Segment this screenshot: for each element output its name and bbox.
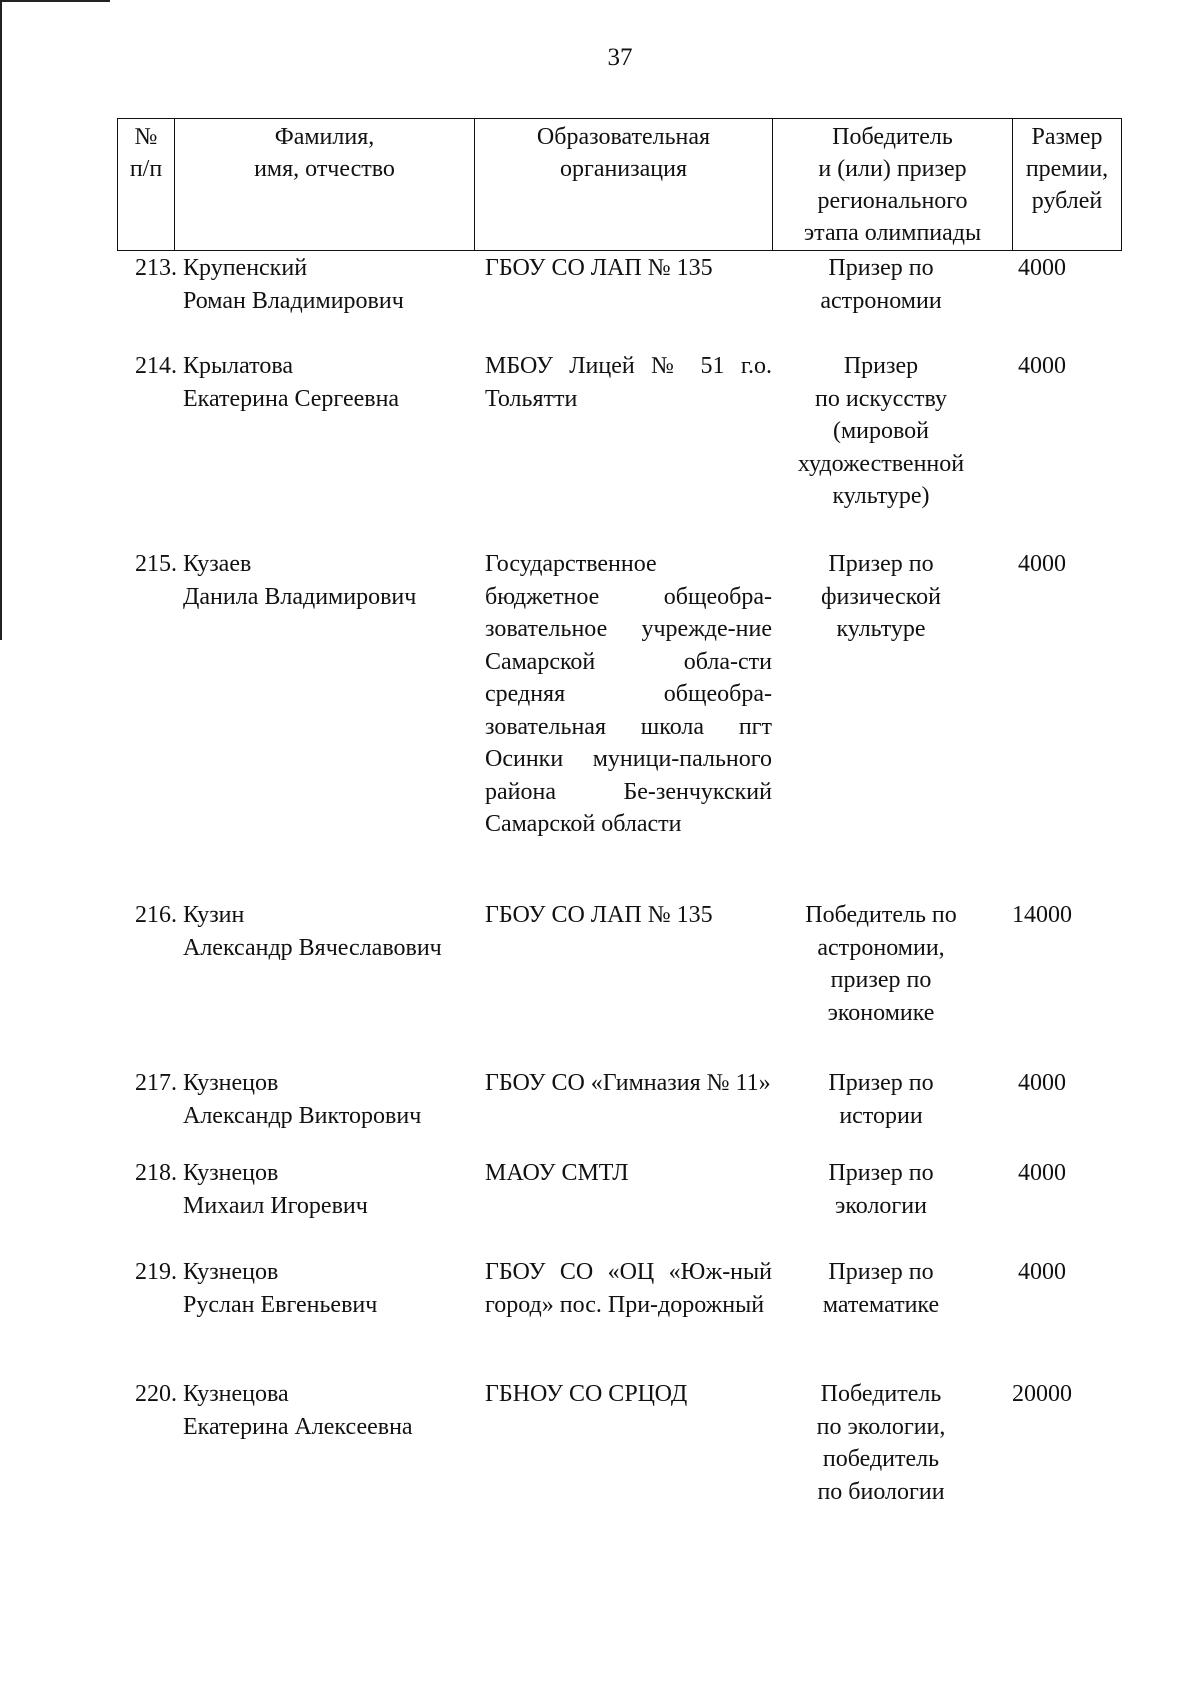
row-organization: ГБОУ СО «ОЦ «Юж-ный город» пос. При-дорожный [485,1259,772,1318]
header-name: Фамилия, имя, отчество [175,119,475,251]
row-name: Кузнецов Руслан Евгеньевич [183,1259,378,1318]
table-row [117,548,1121,858]
header-num: № п/п [118,119,175,251]
row-prize: 4000 [1018,1259,1066,1285]
scan-edge-line [0,0,110,2]
row-result: Призер по искусству (мировой художественной культуре) [797,353,965,509]
row-organization: МБОУ Лицей № 51 г.о. Тольятти [485,353,772,412]
table-header [117,118,1122,251]
row-result: Призер по физической культуре [821,551,941,642]
row-prize: 20000 [1012,1381,1072,1407]
row-number: 220. [135,1381,177,1407]
row-name: Крупенский Роман Владимирович [183,255,404,314]
row-prize: 4000 [1018,1160,1066,1186]
scan-edge-line-left [0,0,2,640]
row-organization: Государственное бюджетное общеобра-зовательное учрежде-ние Самарской обла-сти средняя общеобра-зовательная школа пгт Осинки муници-пального района Бе-зенчукский Самарской области [485,551,772,837]
row-prize: 4000 [1018,1070,1066,1096]
row-name: Кузаев Данила Владимирович [183,551,417,610]
row-number: 219. [135,1259,177,1285]
table-row [117,899,1121,1039]
row-number: 218. [135,1160,177,1186]
table-row [117,1067,1121,1137]
row-name: Кузнецова Екатерина Алексеевна [183,1381,413,1440]
row-result: Призер по астрономии [820,255,942,314]
row-name: Кузнецов Михаил Игоревич [183,1160,368,1219]
header-result: Победитель и (или) призер регионального этапа олимпиады [773,119,1013,251]
row-organization: ГБОУ СО ЛАП № 135 [485,902,713,928]
row-prize: 14000 [1012,902,1072,928]
row-result: Победитель по экологии, победитель по биологии [816,1381,946,1505]
table-row [117,252,1121,342]
table-row [117,1378,1121,1518]
row-prize: 4000 [1018,255,1066,281]
row-organization: МАОУ СМТЛ [485,1160,629,1186]
row-result: Призер по истории [828,1070,934,1129]
table-row [117,1256,1121,1356]
row-number: 213. [135,255,177,281]
row-prize: 4000 [1018,551,1066,577]
row-number: 215. [135,551,177,577]
row-result: Призер по математике [822,1259,940,1318]
row-number: 216. [135,902,177,928]
row-result: Призер по экологии [828,1160,934,1219]
row-organization: ГБНОУ СО СРЦОД [485,1381,688,1407]
row-name: Кузин Александр Вячеславович [183,902,442,961]
row-number: 214. [135,353,177,379]
row-name: Кузнецов Александр Викторович [183,1070,422,1129]
row-organization: ГБОУ СО ЛАП № 135 [485,255,713,281]
table-row [117,1157,1121,1227]
table-row [117,350,1121,530]
page-number: 37 [607,44,633,71]
header-org: Образовательная организация [475,119,773,251]
row-name: Крылатова Екатерина Сергеевна [183,353,400,412]
row-number: 217. [135,1070,177,1096]
row-result: Победитель по астрономии, призер по экономике [805,902,957,1026]
header-prize: Размер премии, рублей [1013,119,1122,251]
row-organization: ГБОУ СО «Гимназия № 11» [485,1070,771,1096]
row-prize: 4000 [1018,353,1066,379]
